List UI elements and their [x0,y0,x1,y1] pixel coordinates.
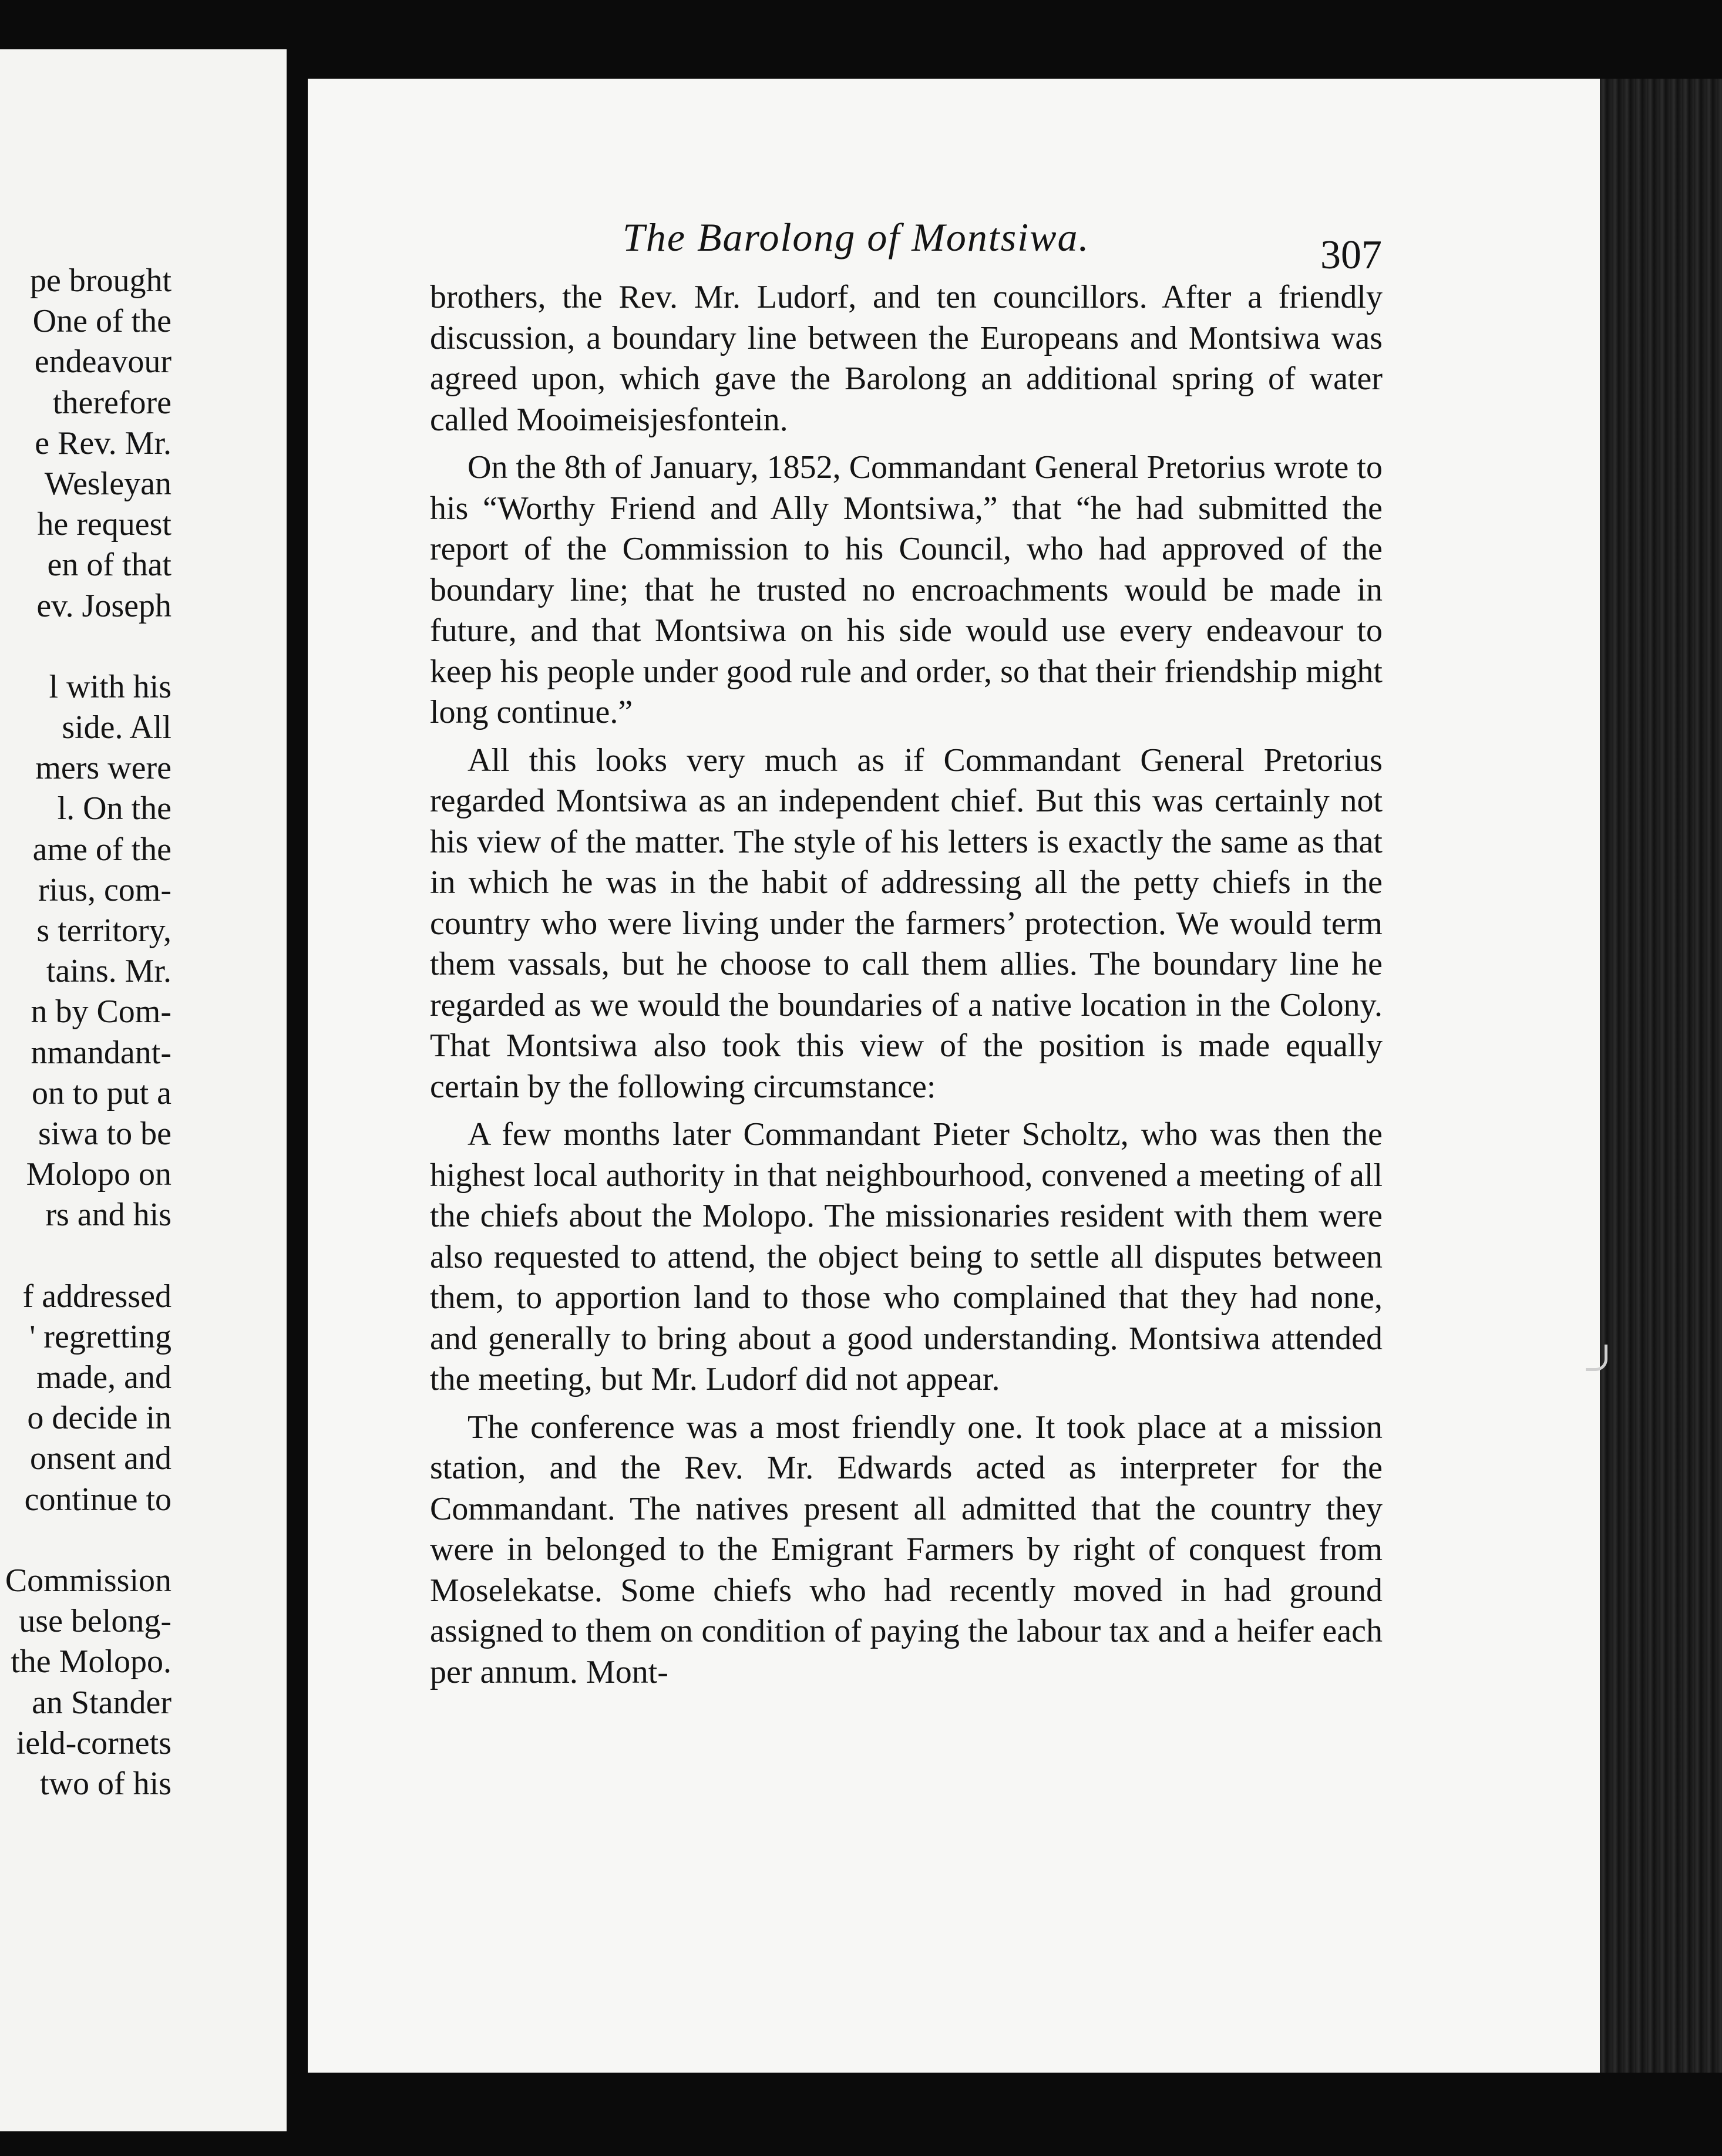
facing-page-line: Commission [5,1562,171,1599]
facing-page-line: therefore [52,384,171,421]
facing-page-line: l with his [49,668,171,705]
facing-page-line: he request [37,506,171,543]
facing-page-line: f addressed [22,1278,171,1315]
facing-page-line: on to put a [32,1074,171,1111]
facing-page-line: rs and his [45,1197,171,1234]
page-edge [1600,79,1722,2073]
facing-page-line: en of that [47,547,171,584]
facing-page-line: n by Com- [31,993,171,1030]
facing-page-line: made, and [36,1359,171,1396]
facing-page-text [0,261,171,1804]
page-mark [1586,1345,1607,1371]
facing-page-gap [0,1520,171,1561]
facing-page-line: siwa to be [38,1115,171,1152]
facing-page-line: ield-cornets [16,1724,171,1761]
facing-page-line: onsent and [29,1440,171,1477]
paragraph-text: All this looks very much as if Commandant General Pretorius regarded Montsiwa as an independent chief. But this was certainly not his view of the matter. The style of his letters is exactly the same as that in which he was in the habit of addressing all the petty chiefs in the country who were living under the farmers’ protection. We would term them vassals, but he choose to call them allies. The boundary line he regarded as we would the boundaries of a native location in the Colony. That Montsiwa also took this view of the position is made equally certain by the following circumstance: [430,742,1383,1105]
facing-page-line: ' regretting [29,1318,171,1355]
facing-page-line: l. On the [57,790,171,827]
facing-page-line: endeavour [34,343,171,380]
facing-page-line: One of the [32,303,171,340]
facing-page [0,49,308,2131]
facing-page-line: rius, com- [38,871,171,908]
facing-page-line: ame of the [32,831,171,868]
body-text [430,277,1383,1700]
paragraph-text: On the 8th of January, 1852, Commandant General Pretorius wrote to his “Worthy Friend and Ally Montsiwa,” that “he had submitted the report of the Commission to his Council, who had approved of the boundary line; that he trusted no encroachments would be made in future, and that Montsiwa on his side would use every endeavour to keep his people under good rule and order, so that their friendship might long continue.” [430,449,1383,730]
paragraph [430,1114,1383,1400]
facing-page-line: pe brought [29,262,171,299]
facing-page-line: an Stander [32,1684,171,1721]
facing-page-line: side. All [62,709,171,746]
facing-page-line: ev. Joseph [36,587,171,624]
book-gutter [287,49,310,2131]
facing-page-line: continue to [24,1481,171,1518]
facing-page-line: the Molopo. [11,1643,171,1680]
paragraph [430,1407,1383,1693]
facing-page-line: two of his [40,1765,171,1802]
paragraph [430,740,1383,1108]
facing-page-line: e Rev. Mr. [35,425,171,461]
paragraph [430,447,1383,733]
facing-page-gap [0,1236,171,1276]
paragraph [430,277,1383,440]
paragraph-text: A few months later Commandant Pieter Scholtz, who was then the highest local authority in that neighbourhood, convened a meeting of all the chiefs about the Molopo. The missionaries resident with them were also requested to attend, the object being to settle all disputes between them, to apportion land to those who complained that they had none, and generally to bring about a good understanding. Montsiwa attended the meeting, but Mr. Ludorf did not appear. [430,1116,1383,1397]
facing-page-line: Wesleyan [44,465,171,502]
running-head: The Barolong of Montsiwa. [623,215,1090,260]
facing-page-line: o decide in [27,1400,171,1437]
facing-page-gap [0,626,171,667]
paragraph-text: The conference was a most friendly one. It took place at a mission station, and the Rev. Mr. Edwards acted as interpreter for the Commandant. The natives present all admitted that the country they were in belonged to the Emigrant Farmers by right of conquest from Moselekatse. Some chiefs who had recently moved in had ground assigned to them on condition of paying the labour tax and a heifer each per annum. Mont- [430,1409,1383,1690]
facing-page-line: mers were [35,750,171,787]
facing-page-line: nmandant- [31,1034,171,1071]
facing-page-line: s territory, [36,912,171,949]
facing-page-line: tains. Mr. [46,953,171,990]
page-number: 307 [1320,233,1382,278]
paragraph-text: brothers, the Rev. Mr. Ludorf, and ten councillors. After a friendly discussion, a boundary line between the Europeans and Montsiwa was agreed upon, which gave the Barolong an additional spring of water called Mooimeisjesfontein. [430,279,1383,438]
facing-page-line: Molopo on [26,1156,171,1193]
facing-page-line: use belong- [19,1603,171,1640]
